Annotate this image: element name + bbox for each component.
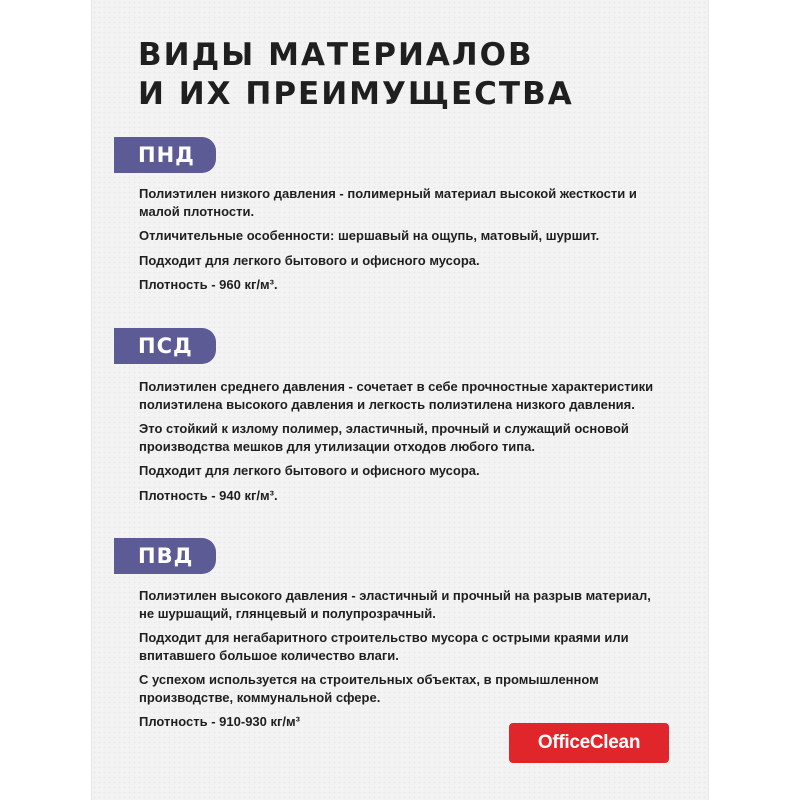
section-paragraph: Полиэтилен низкого давления - полимерный материал высокой жесткости и малой плотности. (139, 186, 637, 219)
page-title-line-1: ВИДЫ МАТЕРИАЛОВ (138, 37, 534, 73)
section-paragraph: Подходит для легкого бытового и офисного мусора. (139, 252, 480, 268)
section-paragraph: Подходит для негабаритного строительство мусора с острыми краями или впитавшего большое количество влаги. (139, 630, 629, 663)
section-density: Плотность - 940 кг/м³. (139, 487, 278, 503)
page-title-line-2: И ИХ ПРЕИМУЩЕСТВА (138, 76, 574, 112)
section-badge-pnd: ПНД (114, 137, 216, 173)
section-paragraph: Полиэтилен высокого давления - эластичный и прочный на разрыв материал, не шуршащий, глянцевый и полупрозрачный. (139, 588, 651, 621)
officeclean-logo (509, 723, 669, 763)
section-text-pvd (139, 587, 669, 738)
section-text-psd (139, 378, 669, 511)
section-paragraph: С успехом используется на строительных объектах, в промышленном производстве, коммунальной сфере. (139, 672, 599, 705)
section-paragraph: Это стойкий к излому полимер, эластичный, прочный и служащий основой производства мешков для утилизации отходов любого типа. (139, 421, 629, 454)
section-badge-psd: ПСД (114, 328, 216, 364)
page-title (138, 36, 574, 114)
section-density: Плотность - 960 кг/м³. (139, 277, 278, 292)
section-badge-pvd: ПВД (114, 538, 216, 574)
section-paragraph: Подходит для легкого бытового и офисного мусора. (139, 463, 480, 478)
section-paragraph: Отличительные особенности: шершавый на ощупь, матовый, шуршит. (139, 228, 600, 243)
section-density: Плотность - 910-930 кг/м³ (139, 714, 300, 729)
section-text-pnd (139, 185, 669, 301)
section-paragraph: Полиэтилен среднего давления - сочетает в себе прочностные характеристики полиэтилена высокого давления и легкость полиэтилена низкого давления. (139, 379, 654, 412)
logo-text: OfficeClean (537, 732, 641, 753)
